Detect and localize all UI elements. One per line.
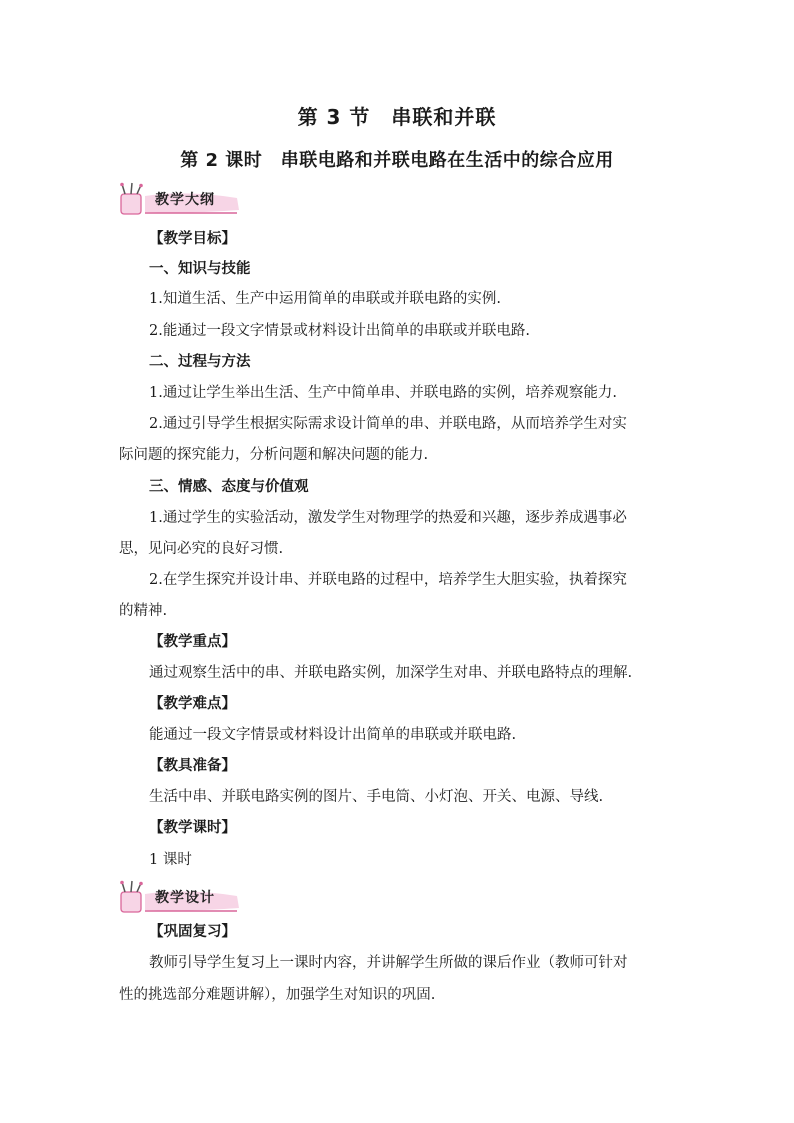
outline-badge-label: 教学大纲 [155, 192, 215, 208]
heading-key-points: 【教学重点】 [149, 634, 236, 650]
heading-difficulties: 【教学难点】 [149, 696, 236, 712]
paragraph-line: 1.通过让学生举出生活、生产中简单串、并联电路的实例，培养观察能力. [149, 385, 617, 401]
design-badge-label: 教学设计 [155, 890, 215, 906]
paragraph-line: 通过观察生活中的串、并联电路实例，加深学生对串、并联电路特点的理解. [149, 665, 633, 681]
design-badge [115, 880, 245, 916]
section-title: 第 3 节 串联和并联 [297, 105, 497, 129]
paragraph-line: 2.在学生探究并设计串、并联电路的过程中，培养学生大胆实验，执着探究 [149, 572, 627, 588]
heading-class-hours: 【教学课时】 [149, 820, 236, 836]
heading-teaching-aids: 【教具准备】 [149, 758, 236, 774]
paragraph-line: 1.知道生活、生产中运用简单的串联或并联电路的实例. [149, 291, 501, 307]
heading-process-methods: 二、过程与方法 [149, 354, 251, 370]
lesson-subtitle: 第 2 课时 串联电路和并联电路在生活中的综合应用 [180, 150, 614, 171]
paragraph-line: 1 课时 [149, 852, 192, 868]
heading-knowledge-skills: 一、知识与技能 [149, 261, 251, 277]
paragraph-line: 生活中串、并联电路实例的图片、手电筒、小灯泡、开关、电源、导线. [149, 789, 604, 805]
heading-emotion-values: 三、情感、态度与价值观 [149, 479, 309, 495]
heading-review: 【巩固复习】 [149, 924, 236, 940]
outline-badge [115, 182, 245, 218]
paragraph-line: 能通过一段文字情景或材料设计出简单的串联或并联电路. [149, 727, 517, 743]
paragraph-line: 的精神. [119, 603, 168, 619]
paragraph-line: 2.能通过一段文字情景或材料设计出简单的串联或并联电路. [149, 323, 530, 339]
heading-objectives: 【教学目标】 [149, 231, 236, 247]
paragraph-line: 际问题的探究能力，分析问题和解决问题的能力. [119, 447, 429, 463]
paragraph-line: 2.通过引导学生根据实际需求设计简单的串、并联电路，从而培养学生对实 [149, 416, 627, 432]
paragraph-line: 思，见问必究的良好习惯. [119, 541, 284, 557]
paragraph-line: 教师引导学生复习上一课时内容，并讲解学生所做的课后作业（教师可针对 [149, 955, 628, 971]
paragraph-line: 性的挑选部分难题讲解），加强学生对知识的巩固. [119, 987, 436, 1003]
paragraph-line: 1.通过学生的实验活动，激发学生对物理学的热爱和兴趣，逐步养成遇事必 [149, 510, 627, 526]
